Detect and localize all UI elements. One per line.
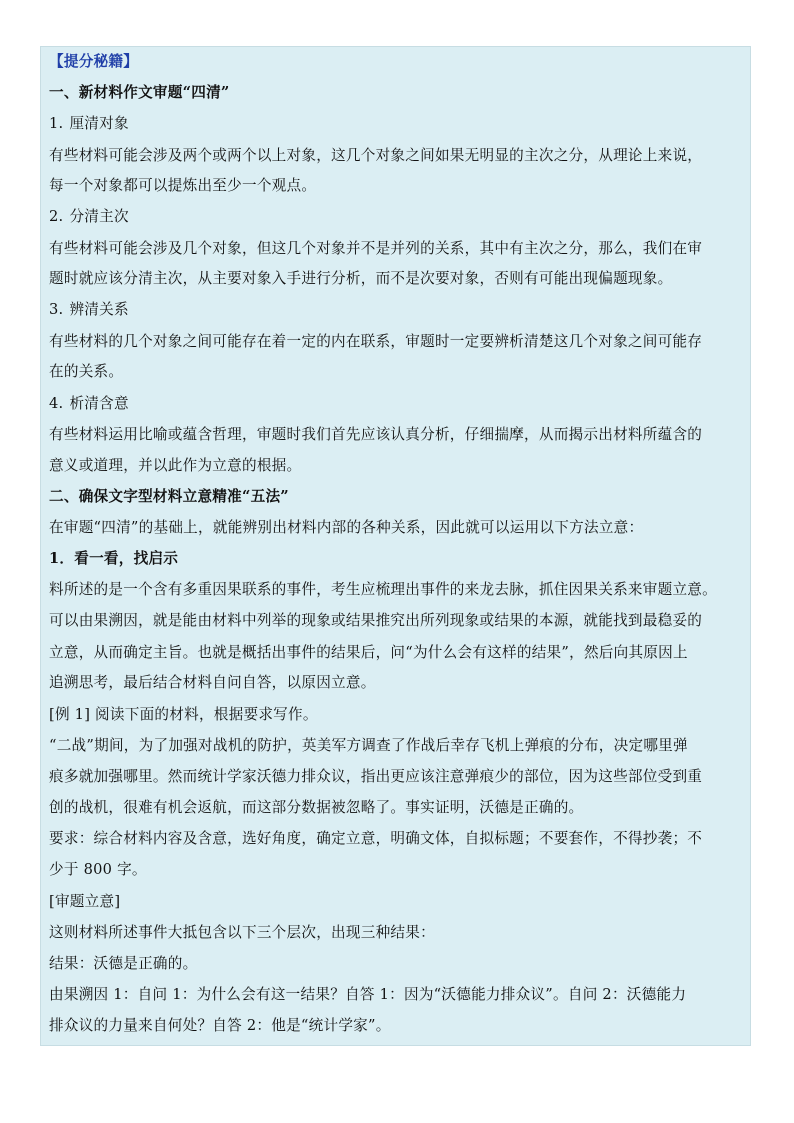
method1-line2: 可以由果溯因，就是能由材料中列举的现象或结果推究出所列现象或结果的本源，就能找到最稳妥的: [49, 612, 703, 629]
content-panel: [40, 46, 751, 1046]
item4-line2: 意义或道理，并以此作为立意的根据。: [49, 457, 302, 474]
item4-number: 4.: [49, 395, 64, 412]
item3-heading-text: 辨清关系: [69, 301, 129, 318]
item3-line2: 在的关系。: [49, 363, 124, 380]
requirement-line2: 少于 800 字。: [49, 861, 147, 878]
item2-heading: [49, 207, 744, 227]
item1-heading-text: 厘清对象: [69, 115, 129, 132]
item2-heading-text: 分清主次: [69, 208, 129, 225]
part2-title: 二、确保文字型材料立意精准“五法”: [49, 488, 289, 505]
item1-heading: [49, 114, 744, 134]
requirement-line1: 要求：综合材料内容及含意，选好角度，确定立意，明确文体，自拟标题；不要套作，不得抄袭；不: [49, 830, 703, 847]
item4-line1: 有些材料运用比喻或蕴含哲理，审题时我们首先应该认真分析，仔细揣摩，从而揭示出材料所蕴含的: [49, 426, 703, 443]
item3-number: 3.: [49, 301, 64, 318]
analysis-line1: 这则材料所述事件大抵包含以下三个层次，出现三种结果：: [49, 924, 435, 941]
section-label: 【提分秘籍】: [49, 53, 139, 70]
method1-line4: 追溯思考，最后结合材料自问自答，以原因立意。: [49, 674, 376, 691]
item2-line2: 题时就应该分清主次，从主要对象入手进行分析，而不是次要对象，否则有可能出现偏题现象。: [49, 270, 673, 287]
item1-number: 1.: [49, 115, 64, 132]
item3-line1: 有些材料的几个对象之间可能存在着一定的内在联系，审题时一定要辨析清楚这几个对象之间可能存: [49, 333, 703, 350]
item3-heading: [49, 300, 744, 320]
analysis-title: [审题立意]: [49, 893, 121, 910]
item2-number: 2.: [49, 208, 64, 225]
example-line1: “二战”期间，为了加强对战机的防护，英美军方调查了作战后幸存飞机上弹痕的分布，决定哪里弹: [49, 737, 688, 754]
item1-line1: 有些材料可能会涉及两个或两个以上对象，这几个对象之间如果无明显的主次之分，从理论上来说，: [49, 147, 703, 164]
analysis-line2: 结果：沃德是正确的。: [49, 955, 198, 972]
item1-line2: 每一个对象都可以提炼出至少一个观点。: [49, 177, 317, 194]
method1-line1: 料所述的是一个含有多重因果联系的事件，考生应梳理出事件的来龙去脉，抓住因果关系来审题立意。: [49, 581, 717, 598]
example-line3: 创的战机，很难有机会返航，而这部分数据被忽略了。事实证明，沃德是正确的。: [49, 799, 584, 816]
example-title: [例 1] 阅读下面的材料，根据要求写作。: [49, 706, 318, 723]
method1-title: 1．看一看，找启示: [49, 550, 179, 567]
part1-title: 一、新材料作文审题“四清”: [49, 84, 230, 101]
item2-line1: 有些材料可能会涉及几个对象，但这几个对象并不是并列的关系，其中有主次之分，那么，我们在审: [49, 240, 703, 257]
analysis-line4: 排众议的力量来自何处？自答 2：他是“统计学家”。: [49, 1017, 391, 1034]
analysis-line3: 由果溯因 1：自问 1：为什么会有这一结果？自答 1：因为“沃德能力排众议”。自问 2：沃德能力: [49, 986, 687, 1003]
method1-line3: 立意，从而确定主旨。也就是概括出事件的结果后，问“为什么会有这样的结果”，然后向其原因上: [49, 644, 688, 661]
example-line2: 痕多就加强哪里。然而统计学家沃德力排众议，指出更应该注意弹痕少的部位，因为这些部位受到重: [49, 768, 703, 785]
part2-intro: 在审题“四清”的基础上，就能辨别出材料内部的各种关系，因此就可以运用以下方法立意：: [49, 519, 644, 536]
item4-heading-text: 析清含意: [69, 395, 129, 412]
item4-heading: [49, 394, 744, 414]
